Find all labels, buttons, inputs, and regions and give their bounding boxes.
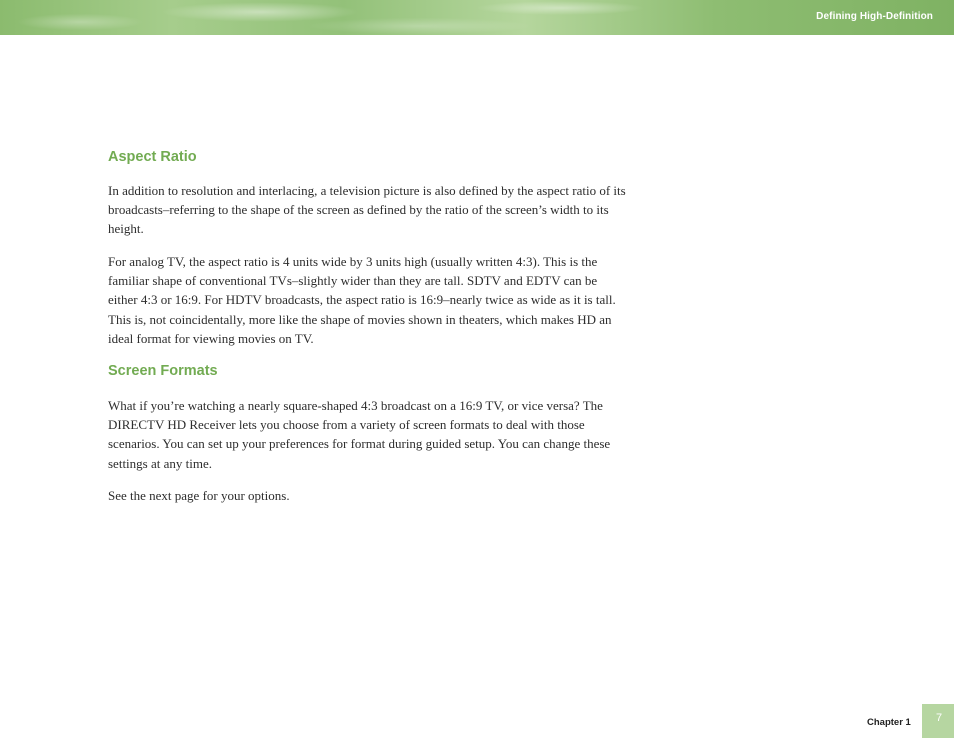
paragraph-analog-tv: For analog TV, the aspect ratio is 4 units wide by 3 units high (usually written 4:3). This is the familiar shape of conventional TVs–slightly wider than they are tall. SDTV and EDTV can be either 4:3 or 16:9. For HDTV broadcasts, the aspect ratio is 16:9–nearly twice as wide as it is tall. This is, not coincidentally, more like the shape of movies shown in theaters, which makes HD an ideal format for viewing movies on TV. (108, 254, 616, 346)
header-band (0, 0, 954, 35)
footer-chapter-label: Chapter 1 (867, 717, 911, 728)
paragraph-screen-formats: What if you’re watching a nearly square-shaped 4:3 broadcast on a 16:9 TV, or vice versa? The DIRECTV HD Receiver lets you choose from a variety of screen formats to deal with those scenarios. You can set up your preferences for format during guided setup. You can change these settings at any time. (108, 398, 611, 471)
running-header-title: Defining High-Definition (816, 11, 933, 22)
page-number: 7 (936, 712, 943, 724)
paragraph-next-page: See the next page for your options. (108, 488, 290, 503)
paragraph-aspect-ratio-intro: In addition to resolution and interlacing, a television picture is also defined by the aspect ratio of its broadcasts–referring to the shape of the screen as defined by the ratio of the screen’s width to its height. (108, 183, 626, 237)
section-heading-aspect-ratio: Aspect Ratio (108, 149, 197, 165)
section-heading-screen-formats: Screen Formats (108, 363, 218, 379)
